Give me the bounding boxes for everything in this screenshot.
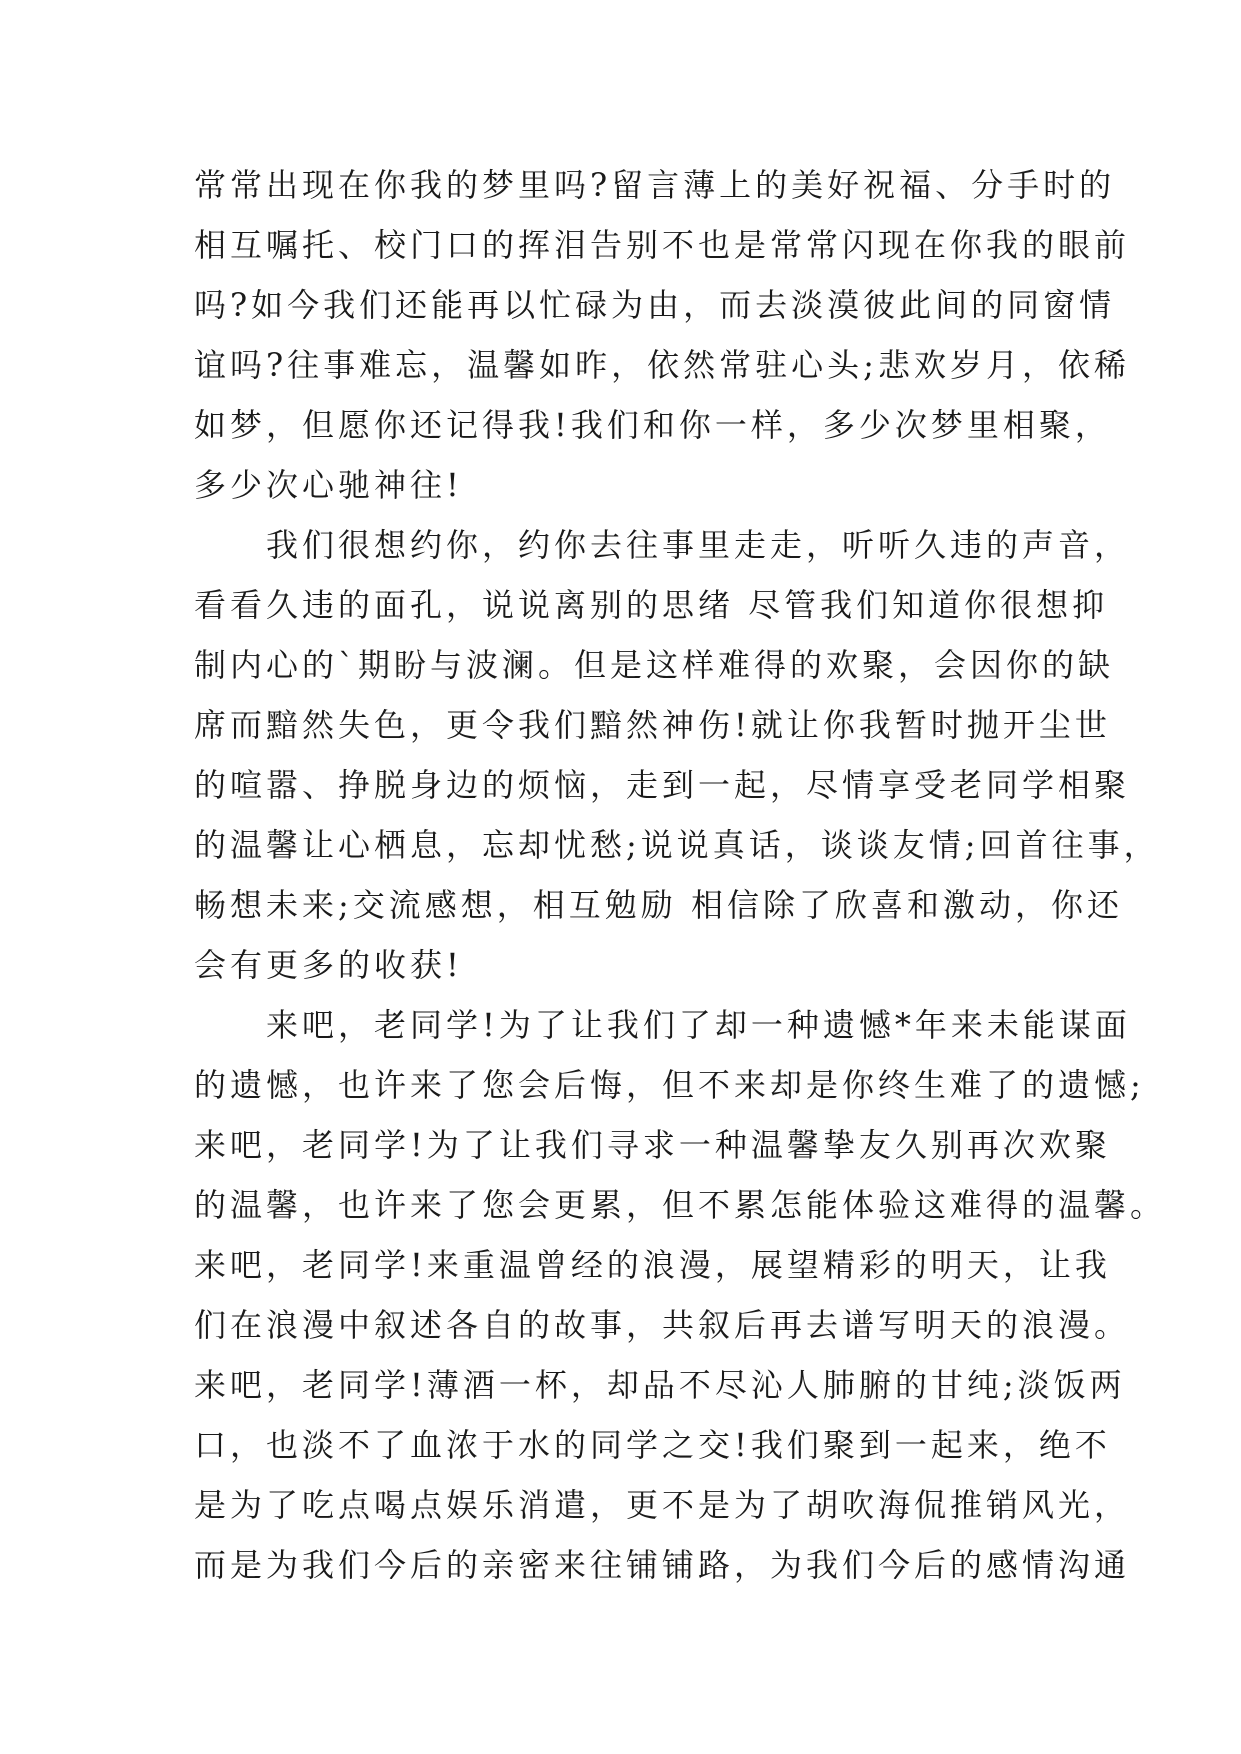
text-line-14: 会有更多的收获! xyxy=(194,946,463,984)
text-line-9: 制内心的`期盼与波澜。但是这样难得的欢聚，会因你的缺 xyxy=(194,646,1115,684)
text-line-16: 的遗憾，也许来了您会后悔，但不来却是你终生难了的遗憾; xyxy=(194,1066,1145,1104)
text-line-20: 们在浪漫中叙述各自的故事，共叙后再去谱写明天的浪漫。 xyxy=(194,1306,1131,1344)
text-line-21: 来吧，老同学!薄酒一杯，却品不尽沁人肺腑的甘纯;淡饭两 xyxy=(194,1366,1126,1404)
text-line-8: 看看久违的面孔，说说离别的思绪 尽管我们知道你很想抑 xyxy=(194,586,1109,624)
text-line-22: 口，也淡不了血浓于水的同学之交!我们聚到一起来，绝不 xyxy=(194,1426,1111,1464)
text-line-1: 常常出现在你我的梦里吗?留言薄上的美好祝福、分手时的 xyxy=(194,166,1116,204)
text-line-6: 多少次心驰神往! xyxy=(194,466,463,504)
text-line-19: 来吧，老同学!来重温曾经的浪漫，展望精彩的明天，让我 xyxy=(194,1246,1111,1284)
text-line-12: 的温馨让心栖息，忘却忧愁;说说真话，谈谈友情;回首往事， xyxy=(194,826,1160,864)
text-line-4: 谊吗?往事难忘，温馨如昨，依然常驻心头;悲欢岁月，依稀 xyxy=(194,346,1130,384)
text-line-23: 是为了吃点喝点娱乐消遣，更不是为了胡吹海侃推销风光， xyxy=(194,1486,1131,1524)
text-line-17: 来吧，老同学!为了让我们寻求一种温馨挚友久别再次欢聚 xyxy=(194,1126,1111,1164)
body-text xyxy=(194,155,1167,1595)
text-line-15: 来吧，老同学!为了让我们了却一种遗憾*年来未能谋面 xyxy=(194,1006,1131,1044)
text-line-13: 畅想未来;交流感想，相互勉励 相信除了欣喜和激动，你还 xyxy=(194,886,1123,924)
text-line-7: 我们很想约你，约你去往事里走走，听听久违的声音， xyxy=(194,526,1131,564)
text-line-24: 而是为我们今后的亲密来往铺铺路，为我们今后的感情沟通 xyxy=(194,1546,1131,1584)
text-line-18: 的温馨，也许来了您会更累，但不累怎能体验这难得的温馨。 xyxy=(194,1186,1167,1224)
text-line-10: 席而黯然失色，更令我们黯然神伤!就让你我暂时抛开尘世 xyxy=(194,706,1111,744)
text-line-5: 如梦，但愿你还记得我!我们和你一样，多少次梦里相聚， xyxy=(194,406,1111,444)
text-line-11: 的喧嚣、挣脱身边的烦恼，走到一起，尽情享受老同学相聚 xyxy=(194,766,1131,804)
text-line-2: 相互嘱托、校门口的挥泪告别不也是常常闪现在你我的眼前 xyxy=(194,226,1131,264)
text-line-3: 吗?如今我们还能再以忙碌为由，而去淡漠彼此间的同窗情 xyxy=(194,286,1116,324)
